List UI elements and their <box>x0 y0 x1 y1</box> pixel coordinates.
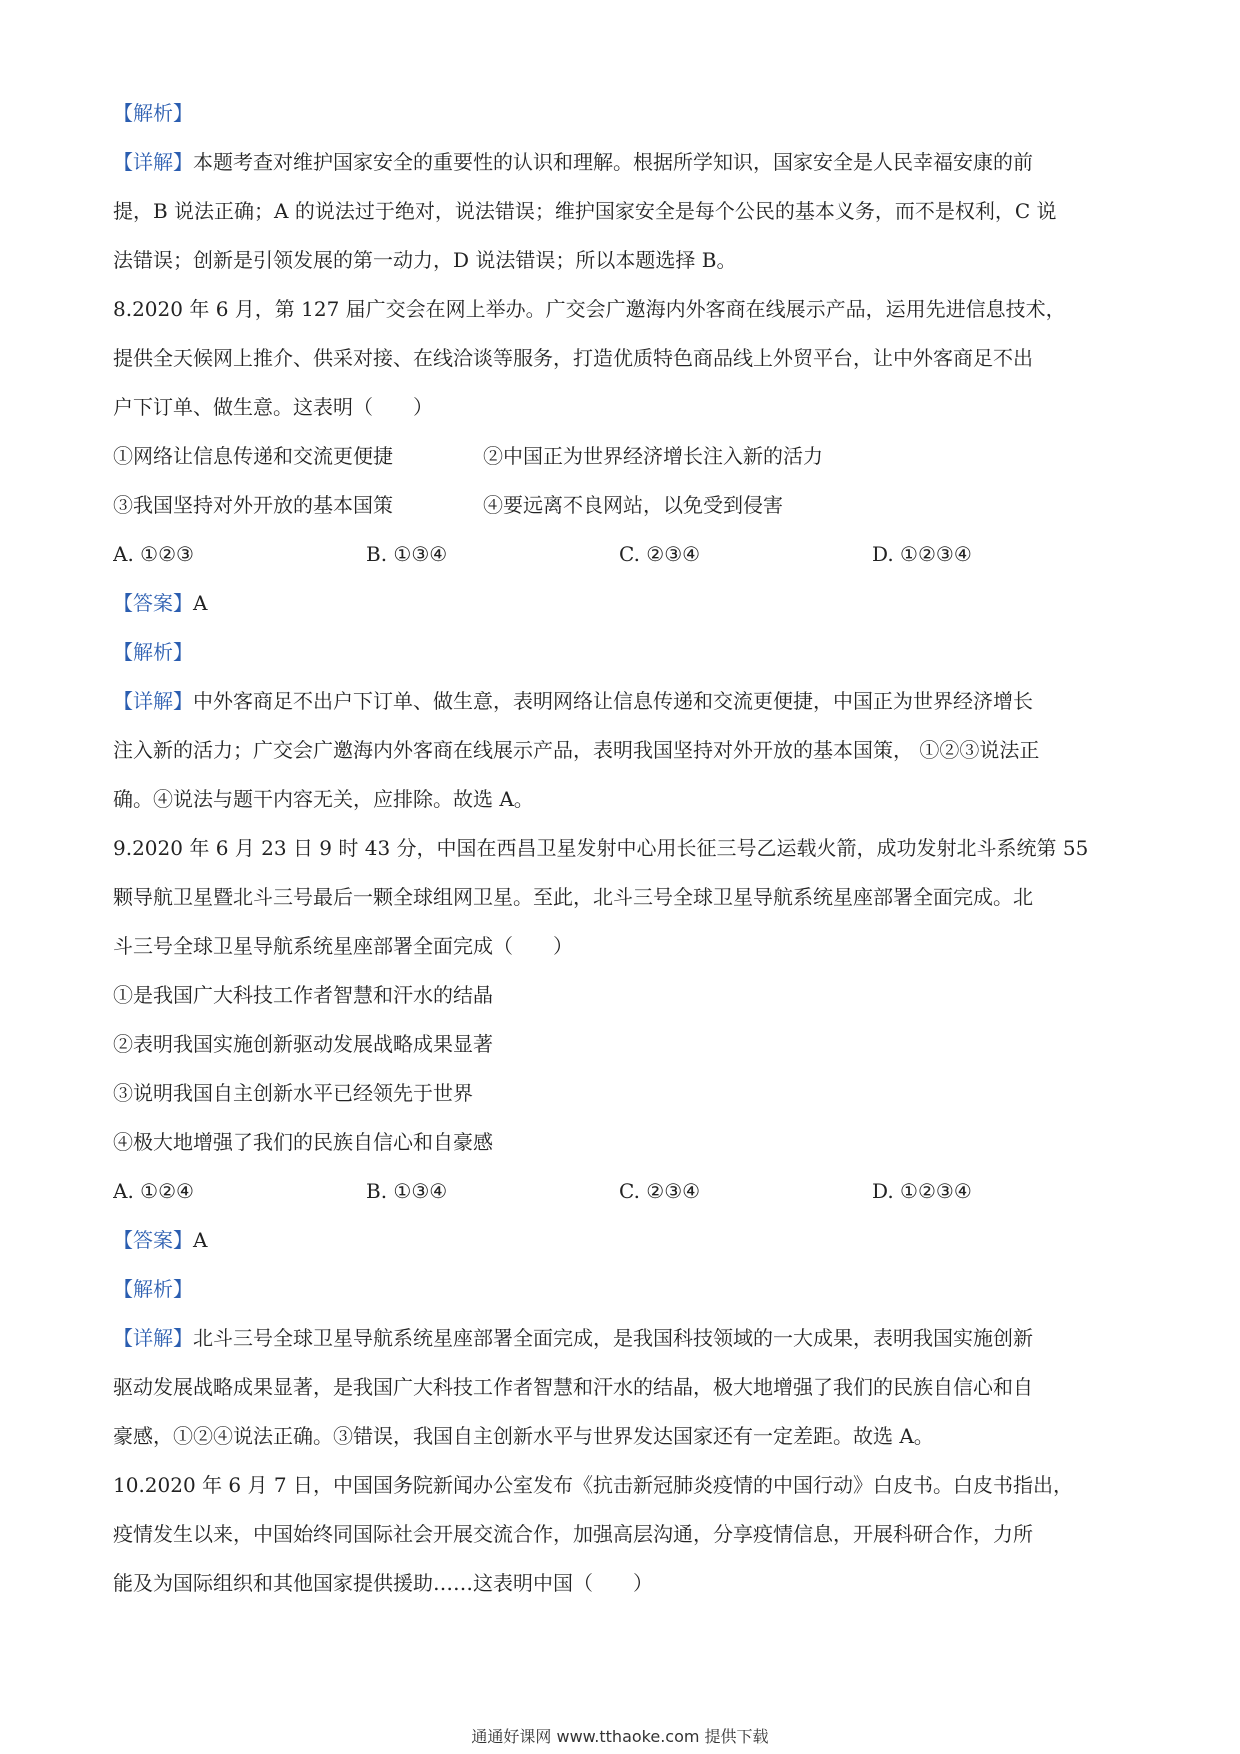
statement-options <box>113 490 1133 520</box>
section-tag: 【答案】 <box>113 1228 193 1252</box>
section-tag: 【解析】 <box>113 1277 193 1301</box>
statement-option: ②中国正为世界经济增长注入新的活力 <box>483 444 823 468</box>
text-line <box>113 784 1133 814</box>
text-line <box>113 931 1133 961</box>
text-line <box>113 637 1133 667</box>
text-line <box>113 833 1133 863</box>
text-line <box>113 1323 1133 1353</box>
answer-choice: A. ①②④ <box>113 1179 194 1203</box>
section-tag: 【详解】 <box>113 150 193 174</box>
text-line <box>113 1421 1133 1451</box>
statement-option: ④要远离不良网站，以免受到侵害 <box>483 493 783 517</box>
statement-options <box>113 441 1133 471</box>
document-body <box>113 98 1133 1617</box>
answer-choices <box>113 539 1133 569</box>
line-text: 提，B 说法正确；A 的说法过于绝对，说法错误；维护国家安全是每个公民的基本义务，而不是权利，C 说 <box>113 199 1057 223</box>
section-tag: 【解析】 <box>113 101 193 125</box>
answer-choice: B. ①③④ <box>366 1179 448 1203</box>
answer-choice: A. ①②③ <box>113 542 194 566</box>
text-line <box>113 196 1133 226</box>
text-line <box>113 98 1133 128</box>
text-line <box>113 588 1133 618</box>
text-line <box>113 980 1133 1010</box>
text-line <box>113 686 1133 716</box>
text-line <box>113 1470 1133 1500</box>
text-line <box>113 1127 1133 1157</box>
page-footer: 通通好课网 www.tthaoke.com 提供下载 <box>471 1727 769 1746</box>
line-text: 能及为国际组织和其他国家提供援助……这表明中国（ ） <box>113 1571 653 1595</box>
line-text: 注入新的活力；广交会广邀海内外客商在线展示产品，表明我国坚持对外开放的基本国策， ①②③说法正 <box>113 738 1040 762</box>
section-tag: 【答案】 <box>113 591 193 615</box>
text-line <box>113 1225 1133 1255</box>
line-text: 提供全天候网上推介、供采对接、在线洽谈等服务，打造优质特色商品线上外贸平台，让中外客商足不出 <box>113 346 1033 370</box>
line-text: ①是我国广大科技工作者智慧和汗水的结晶 <box>113 983 493 1007</box>
line-text: 颗导航卫星暨北斗三号最后一颗全球组网卫星。至此，北斗三号全球卫星导航系统星座部署全面完成。北 <box>113 885 1033 909</box>
line-text: A <box>193 1228 208 1252</box>
text-line <box>113 294 1133 324</box>
answer-choice: D. ①②③④ <box>872 1179 972 1203</box>
answer-choice: C. ②③④ <box>619 542 701 566</box>
text-line <box>113 392 1133 422</box>
section-tag: 【详解】 <box>113 689 193 713</box>
text-line <box>113 1078 1133 1108</box>
text-line <box>113 1029 1133 1059</box>
line-text: 中外客商足不出户下订单、做生意，表明网络让信息传递和交流更便捷，中国正为世界经济增长 <box>193 689 1033 713</box>
text-line <box>113 147 1133 177</box>
line-text: 法错误；创新是引领发展的第一动力，D 说法错误；所以本题选择 B。 <box>113 248 737 272</box>
line-text: ②表明我国实施创新驱动发展战略成果显著 <box>113 1032 493 1056</box>
text-line <box>113 1519 1133 1549</box>
line-text: 北斗三号全球卫星导航系统星座部署全面完成，是我国科技领域的一大成果，表明我国实施创新 <box>193 1326 1033 1350</box>
line-text: 斗三号全球卫星导航系统星座部署全面完成（ ） <box>113 934 573 958</box>
text-line <box>113 1568 1133 1598</box>
line-text: 10.2020 年 6 月 7 日，中国国务院新闻办公室发布《抗击新冠肺炎疫情的中国行动》白皮书。白皮书指出， <box>113 1473 1073 1497</box>
text-line <box>113 245 1133 275</box>
text-line <box>113 1274 1133 1304</box>
line-text: A <box>193 591 208 615</box>
answer-choices <box>113 1176 1133 1206</box>
answer-choice: C. ②③④ <box>619 1179 701 1203</box>
line-text: 9.2020 年 6 月 23 日 9 时 43 分，中国在西昌卫星发射中心用长征三号乙运载火箭，成功发射北斗系统第 55 <box>113 836 1089 860</box>
text-line <box>113 1372 1133 1402</box>
line-text: ③说明我国自主创新水平已经领先于世界 <box>113 1081 473 1105</box>
section-tag: 【详解】 <box>113 1326 193 1350</box>
statement-option: ③我国坚持对外开放的基本国策 <box>113 493 393 517</box>
line-text: 豪感，①②④说法正确。③错误，我国自主创新水平与世界发达国家还有一定差距。故选 A。 <box>113 1424 934 1448</box>
line-text: ④极大地增强了我们的民族自信心和自豪感 <box>113 1130 493 1154</box>
text-line <box>113 882 1133 912</box>
answer-choice: B. ①③④ <box>366 542 448 566</box>
line-text: 8.2020 年 6 月，第 127 届广交会在网上举办。广交会广邀海内外客商在线展示产品，运用先进信息技术， <box>113 297 1066 321</box>
answer-choice: D. ①②③④ <box>872 542 972 566</box>
section-tag: 【解析】 <box>113 640 193 664</box>
line-text: 疫情发生以来，中国始终同国际社会开展交流合作，加强高层沟通，分享疫情信息，开展科研合作，力所 <box>113 1522 1033 1546</box>
line-text: 驱动发展战略成果显著，是我国广大科技工作者智慧和汗水的结晶，极大地增强了我们的民族自信心和自 <box>113 1375 1033 1399</box>
statement-option: ①网络让信息传递和交流更便捷 <box>113 444 393 468</box>
line-text: 户下订单、做生意。这表明（ ） <box>113 395 433 419</box>
line-text: 本题考查对维护国家安全的重要性的认识和理解。根据所学知识，国家安全是人民幸福安康的前 <box>193 150 1033 174</box>
text-line <box>113 343 1133 373</box>
line-text: 确。④说法与题干内容无关，应排除。故选 A。 <box>113 787 534 811</box>
text-line <box>113 735 1133 765</box>
